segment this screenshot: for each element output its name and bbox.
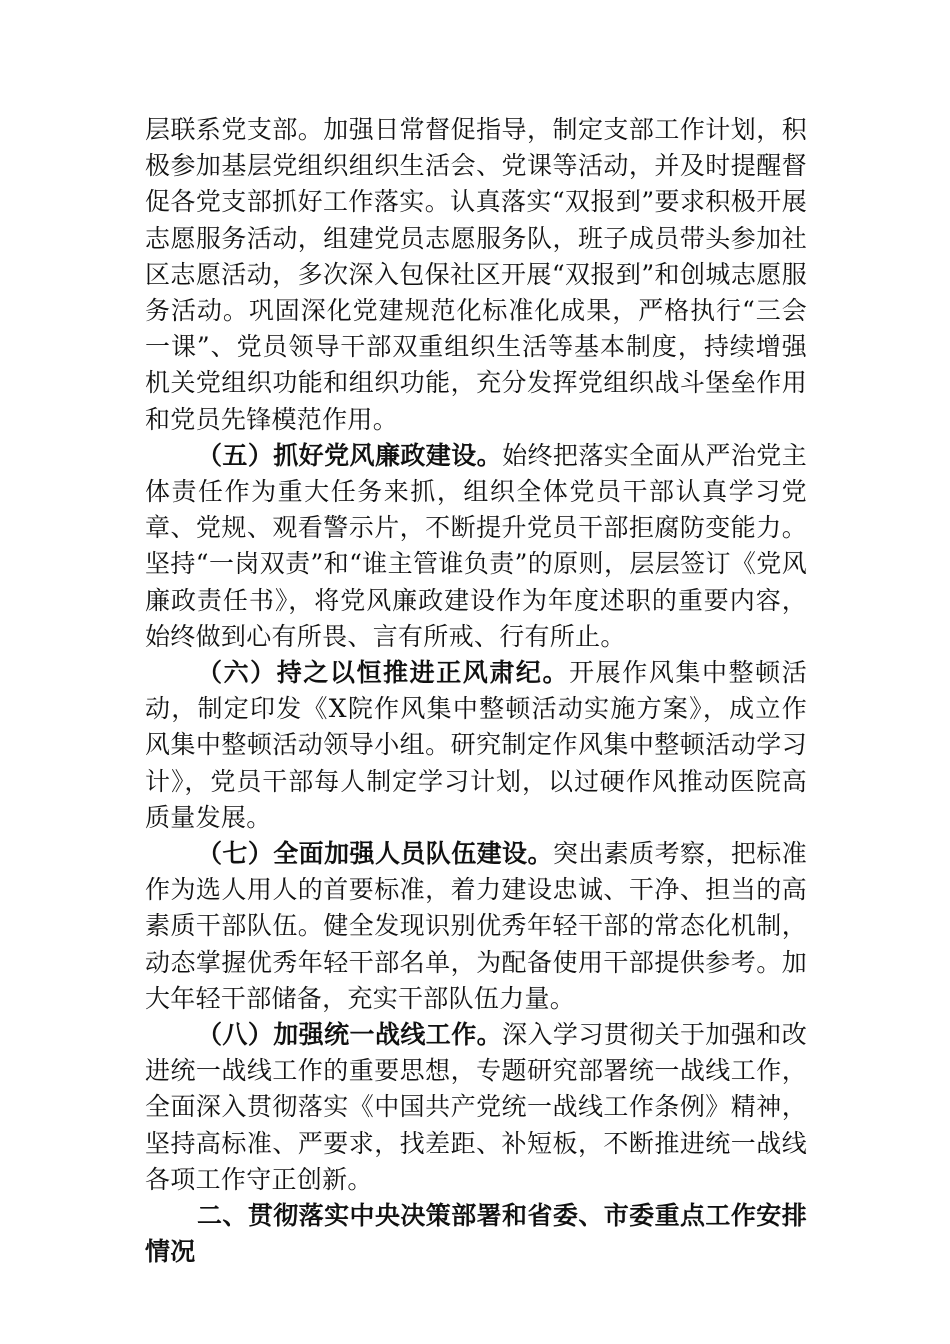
document-page [145, 112, 807, 1271]
paragraph-personnel [145, 836, 807, 1017]
paragraph-lead: （五）抓好党风廉政建设。 [197, 440, 503, 470]
paragraph-text: 始终把落实全面从严治党主体责任作为重大任务来抓，组织全体党员干部认真学习党章、党规、观看警示片，不断提升党员干部拒腐防变能力。坚持“一岗双责”和“谁主管谁负责”的原则，层层签订《党风廉政责任书》，将党风廉政建设作为年度述职的重要内容，始终做到心有所畏、言有所戒、行有所止。 [145, 440, 807, 651]
paragraph-united-front [145, 1017, 807, 1198]
paragraph-lead: （八）加强统一战线工作。 [197, 1020, 503, 1050]
section-heading: 二、贯彻落实中央决策部署和省委、市委重点工作安排情况 [145, 1201, 807, 1267]
paragraph-text: 层联系党支部。加强日常督促指导，制定支部工作计划，积极参加基层党组织组织生活会、党课等活动，并及时提醒督促各党支部抓好工作落实。认真落实“双报到”要求积极开展志愿服务活动，组建党员志愿服务队，班子成员带头参加社区志愿活动，多次深入包保社区开展“双报到”和创城志愿服务活动。巩固深化党建规范化标准化成果，严格执行“三会一课”、党员领导干部双重组织生活等基本制度，持续增强机关党组织功能和组织功能，充分发挥党组织战斗堡垒作用和党员先锋模范作用。 [145, 115, 807, 434]
paragraph-lead: （六）持之以恒推进正风肃纪。 [197, 658, 570, 688]
paragraph-text: 开展作风集中整顿活动，制定印发《X院作风集中整顿活动实施方案》，成立作风集中整顿活动领导小组。研究制定作风集中整顿活动学习计》，党员干部每人制定学习计划，以过硬作风推动医院高质量发展。 [145, 658, 808, 832]
paragraph-text: 突出素质考察，把标准作为选人用人的首要标准，着力建设忠诚、干净、担当的高素质干部队伍。健全发现识别优秀年轻干部的常态化机制，动态掌握优秀年轻干部名单，为配备使用干部提供参考。加大年轻干部储备，充实干部队伍力量。 [145, 839, 807, 1013]
paragraph-party-branch-contact [145, 112, 807, 438]
paragraph-discipline [145, 655, 807, 836]
paragraph-clean-governance [145, 438, 807, 655]
paragraph-text: 深入学习贯彻关于加强和改进统一战线工作的重要思想，专题研究部署统一战线工作，全面深入贯彻落实《中国共产党统一战线工作条例》精神，坚持高标准、严要求，找差距、补短板，不断推进统一战线各项工作守正创新。 [145, 1020, 807, 1194]
paragraph-lead: （七）全面加强人员队伍建设。 [197, 839, 553, 869]
